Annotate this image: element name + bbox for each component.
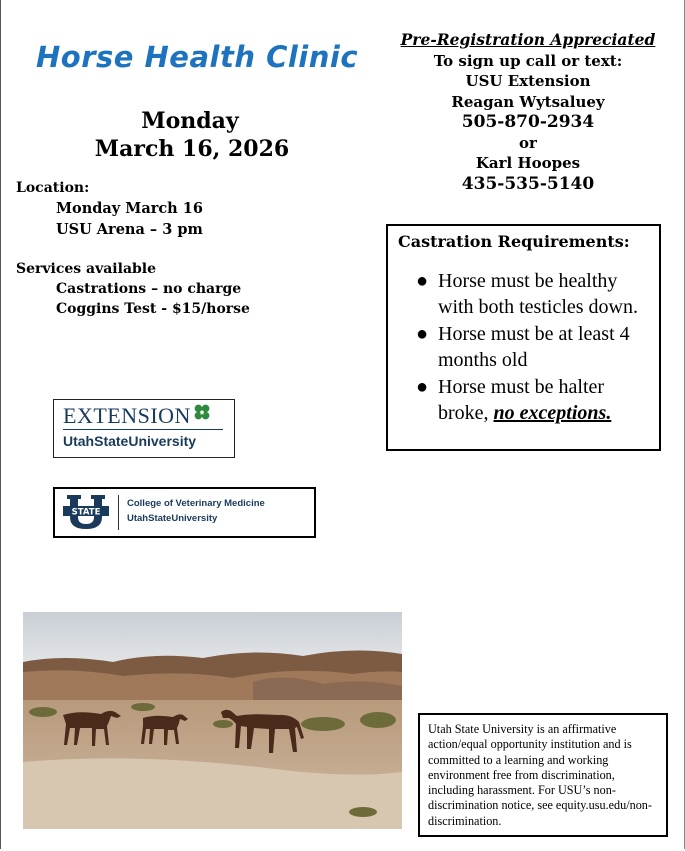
contact1-name: Reagan Wytsaluey [451, 92, 605, 111]
usu-u-state-icon [63, 493, 109, 531]
service-castrations: Castrations – no charge [56, 281, 242, 297]
location-label: Location: [16, 180, 90, 196]
castration-requirements-box [386, 224, 661, 451]
event-date: March 16, 2026 [94, 136, 290, 162]
registration-or: or [519, 133, 537, 152]
usu-extension-logo [53, 399, 235, 458]
usu-wordmark-small [127, 513, 217, 524]
state-mark-text: STATE [71, 507, 101, 518]
svg-text:H: H [200, 411, 204, 417]
bullet-icon: ● [416, 270, 429, 292]
contact2-phone: 435-535-5140 [461, 173, 595, 194]
services-label: Services available [16, 261, 157, 277]
requirement-emphasis: no exceptions. [493, 402, 612, 424]
requirement-text: Horse must be halter broke, [438, 376, 605, 424]
vet-college-logo [53, 487, 316, 538]
requirement-item [416, 374, 656, 426]
registration-header: Pre-Registration Appreciated [400, 30, 656, 49]
requirements-title: Castration Requirements: [398, 232, 630, 251]
contact2-name: Karl Hoopes [475, 154, 581, 172]
four-h-clover-icon [193, 403, 211, 421]
requirement-item [416, 321, 656, 373]
requirement-text: Horse must be healthy with both testicles down. [438, 270, 638, 318]
flyer-title: Horse Health Clinic [36, 40, 359, 74]
event-day: Monday [141, 108, 239, 134]
college-name: College of Veterinary Medicine [127, 498, 265, 509]
contact1-phone: 505-870-2934 [461, 112, 595, 132]
usu-wordmark [63, 433, 196, 449]
location-venue: USU Arena – 3 pm [56, 221, 203, 238]
logo-rule [63, 429, 223, 430]
usu-wordmark-text: UtahStateUniversity [63, 433, 197, 449]
registration-block [400, 30, 656, 194]
horses-photo [23, 612, 402, 829]
service-coggins: Coggins Test - $15/horse [56, 301, 250, 317]
usu-wordmark-small-text: UtahStateUniversity [127, 513, 218, 524]
extension-wordmark: EXTENSION [63, 403, 191, 428]
logo-divider [118, 495, 119, 530]
requirement-item [416, 268, 656, 320]
requirement-text: Horse must be at least 4 months old [438, 323, 630, 371]
bullet-icon: ● [416, 323, 429, 345]
bullet-icon: ● [416, 376, 429, 398]
registration-instructions: To sign up call or text: [433, 51, 623, 70]
registration-org: USU Extension [465, 72, 591, 90]
nondiscrimination-notice: Utah State University is an affirmative action/equal opportunity institution and is committed to a learning and working environment free from discrimination, including harassment. For USU’s non-discrimination notice, see equity.usu.edu/non-discrimination. [418, 713, 668, 837]
requirements-list [416, 268, 656, 427]
location-date: Monday March 16 [56, 200, 203, 217]
